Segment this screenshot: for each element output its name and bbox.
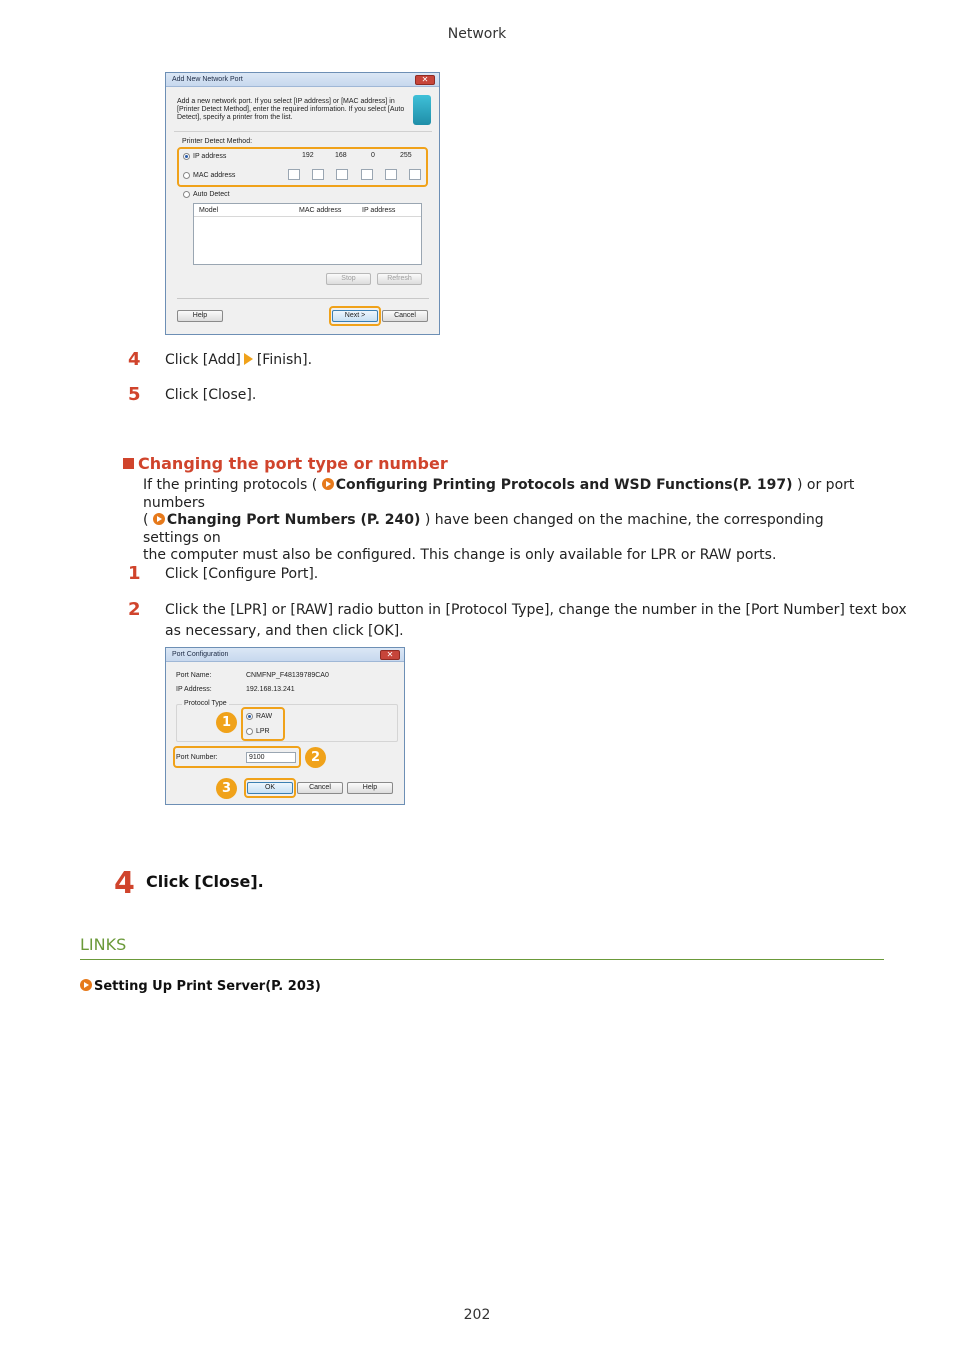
callout-badge-2: 2 bbox=[305, 747, 326, 768]
lpr-label: LPR bbox=[256, 728, 270, 735]
dialog-description: [Printer Detect Method], enter the required information. If you select [Auto bbox=[177, 106, 405, 113]
ok-button[interactable]: OK bbox=[247, 782, 293, 794]
highlight-frame bbox=[173, 746, 301, 768]
ip-address-label: IP address bbox=[193, 153, 227, 160]
dialog-description: Detect], specify a printer from the list. bbox=[177, 114, 293, 121]
step-text: as necessary, and then click [OK]. bbox=[165, 623, 404, 639]
paragraph-line bbox=[143, 512, 883, 547]
callout-badge-1: 1 bbox=[216, 712, 237, 733]
printer-icon bbox=[413, 95, 431, 125]
raw-label: RAW bbox=[256, 713, 273, 720]
highlight-frame bbox=[329, 306, 381, 326]
help-button[interactable]: Help bbox=[347, 782, 393, 794]
step-number: 4 bbox=[128, 349, 141, 370]
ip-octet-4[interactable]: 255 bbox=[400, 152, 412, 159]
links-divider bbox=[80, 959, 884, 960]
close-icon[interactable]: ✕ bbox=[380, 650, 400, 660]
text-run: If the printing protocols ( bbox=[143, 477, 318, 493]
step-text: Click [Close]. bbox=[146, 872, 264, 891]
page-header: Network bbox=[447, 26, 507, 42]
highlight-frame bbox=[244, 778, 296, 798]
section-heading bbox=[123, 454, 448, 473]
printer-detect-label: Printer Detect Method: bbox=[182, 138, 253, 145]
link-changing-port-numbers[interactable]: Changing Port Numbers (P. 240) bbox=[166, 512, 421, 528]
divider bbox=[174, 131, 432, 132]
column-header-mac[interactable]: MAC address bbox=[299, 207, 342, 214]
column-header-model[interactable]: Model bbox=[199, 207, 219, 214]
section-paragraph bbox=[143, 477, 883, 565]
paragraph-line bbox=[143, 477, 883, 512]
protocol-type-label: Protocol Type bbox=[184, 700, 227, 707]
step-number: 4 bbox=[114, 866, 135, 901]
help-button[interactable]: Help bbox=[177, 310, 223, 322]
dialog-title: Port Configuration bbox=[172, 651, 229, 658]
step-text: Click the [LPR] or [RAW] radio button in [Protocol Type], change the number in the [Port Number] text box bbox=[165, 602, 907, 618]
step-text: Click [Close]. bbox=[165, 387, 257, 403]
ip-octet-3[interactable]: 0 bbox=[371, 152, 375, 159]
add-network-port-dialog bbox=[165, 72, 440, 335]
port-name-label: Port Name: bbox=[176, 672, 212, 679]
cancel-button[interactable]: Cancel bbox=[382, 310, 428, 322]
arrow-right-icon bbox=[244, 353, 253, 365]
auto-detect-label: Auto Detect bbox=[193, 191, 230, 198]
link-arrow-icon bbox=[153, 513, 165, 525]
link-configuring-protocols[interactable]: Configuring Printing Protocols and WSD Functions(P. 197) bbox=[335, 477, 793, 493]
ip-address-label: IP Address: bbox=[176, 686, 212, 693]
highlight-frame bbox=[177, 147, 428, 187]
text-run: ( bbox=[143, 512, 149, 528]
text-run: ) or port numbers bbox=[143, 477, 855, 511]
column-header-ip[interactable]: IP address bbox=[362, 207, 396, 214]
close-icon[interactable]: ✕ bbox=[415, 75, 435, 85]
port-configuration-dialog bbox=[165, 647, 405, 805]
highlight-frame bbox=[241, 707, 285, 741]
square-bullet-icon bbox=[123, 458, 134, 469]
auto-detect-radio[interactable] bbox=[183, 191, 190, 198]
step-text bbox=[165, 350, 312, 371]
list-header-line bbox=[194, 216, 421, 217]
dialog-title: Add New Network Port bbox=[172, 76, 243, 83]
step-text-part: Click [Add] bbox=[165, 352, 241, 368]
section-title: Changing the port type or number bbox=[138, 454, 448, 473]
step-number: 5 bbox=[128, 384, 141, 405]
ip-octet-2[interactable]: 168 bbox=[335, 152, 347, 159]
protocol-type-group bbox=[176, 704, 398, 742]
divider bbox=[177, 298, 429, 299]
port-name-value: CNMFNP_F48139789CA0 bbox=[246, 672, 329, 679]
port-number-value: 9100 bbox=[249, 754, 265, 761]
step-number: 2 bbox=[128, 599, 141, 620]
paragraph-line: the computer must also be configured. This change is only available for LPR or RAW ports. bbox=[143, 547, 777, 563]
next-button[interactable]: Next > bbox=[332, 310, 378, 322]
dialog-description: Add a new network port. If you select [IP address] or [MAC address] in bbox=[177, 98, 395, 105]
mac-address-label: MAC address bbox=[193, 172, 236, 179]
link-arrow-icon bbox=[322, 478, 334, 490]
callout-badge-3: 3 bbox=[216, 778, 237, 799]
link-setting-up-print-server[interactable] bbox=[80, 979, 321, 994]
link-arrow-icon bbox=[80, 979, 92, 991]
step-text-part: [Finish]. bbox=[256, 352, 313, 368]
step-text: Click [Configure Port]. bbox=[165, 566, 319, 582]
links-heading: LINKS bbox=[80, 935, 127, 954]
cancel-button[interactable]: Cancel bbox=[297, 782, 343, 794]
page-number: 202 bbox=[463, 1307, 491, 1323]
refresh-button[interactable]: Refresh bbox=[377, 273, 422, 285]
stop-button[interactable]: Stop bbox=[326, 273, 371, 285]
ip-octet-1[interactable]: 192 bbox=[302, 152, 314, 159]
step-number: 1 bbox=[128, 563, 141, 584]
link-text[interactable]: Setting Up Print Server(P. 203) bbox=[94, 979, 321, 994]
port-number-label: Port Number: bbox=[176, 754, 218, 761]
ip-address-value: 192.168.13.241 bbox=[246, 686, 295, 693]
text-run: ) have been changed on the machine, the corresponding settings on bbox=[143, 512, 824, 546]
